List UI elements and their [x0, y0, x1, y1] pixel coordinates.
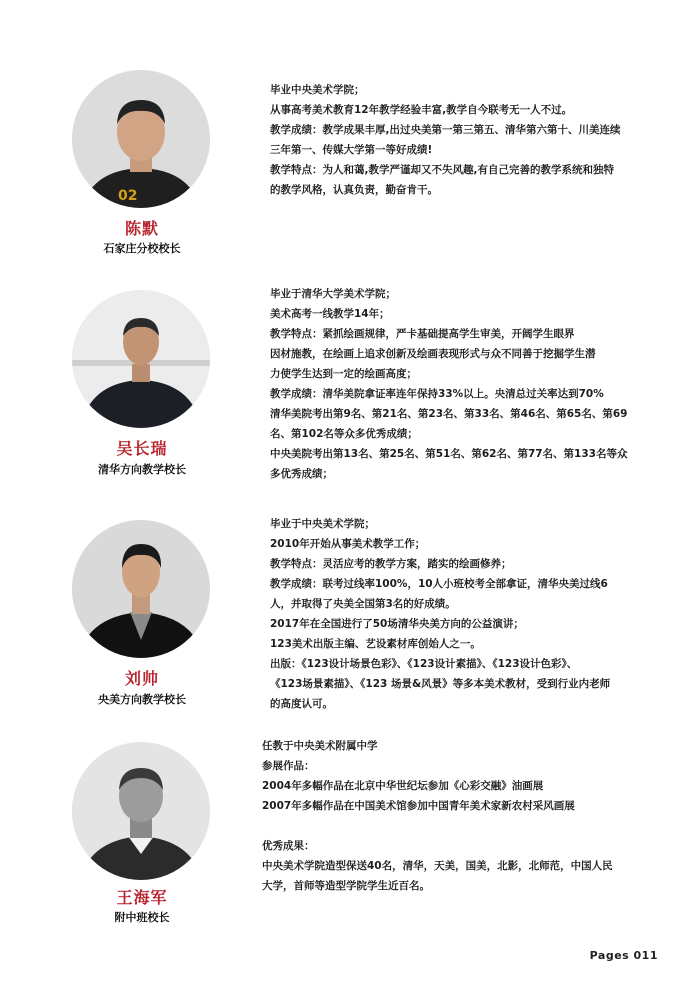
bio-line: 毕业中央美术学院； [270, 84, 365, 96]
teacher-photo [72, 520, 210, 658]
bio-line: 中央美术学院造型保送40名，清华，天美，国美，北影，北师范，中国人民 [262, 860, 613, 872]
teacher-photo [72, 70, 210, 208]
page-number: Pages 011 [589, 949, 658, 962]
teacher-name: 刘帅 [124, 669, 159, 688]
bio-line: 人，并取得了央美全国第3名的好成绩。 [270, 598, 456, 610]
bio-line: 中央美院考出第13名、第25名、第51名、第62名、第77名、第133名等众 [270, 448, 628, 460]
bio-line: 毕业于中央美术学院； [270, 518, 375, 530]
teacher-title: 央美方向教学校长 [98, 693, 186, 706]
bio-line: 教学成绩：教学成果丰厚,出过央美第一第三第五、清华第六第十、川美连续 [270, 124, 621, 136]
portrait-image [72, 70, 210, 208]
teacher-photo [72, 290, 210, 428]
teacher-name: 陈默 [124, 219, 159, 238]
portrait-image [72, 742, 210, 880]
bio-line: 优秀成果： [262, 840, 315, 852]
teacher-bio [262, 736, 613, 896]
bio-line: 教学特点：灵活应考的教学方案，踏实的绘画修养； [270, 558, 512, 570]
bio-line: 的教学风格，认真负责，勤奋肯干。 [270, 184, 438, 196]
teacher-name: 王海军 [116, 888, 168, 907]
bio-line: 教学成绩：清华美院拿证率连年保持33%以上。央清总过关率达到70% [270, 388, 604, 400]
bio-line: 2017年在全国进行了50场清华央美方向的公益演讲； [270, 618, 524, 630]
teacher-bio [270, 284, 627, 484]
bio-line: 2007年多幅作品在中国美术馆参加中国青年美术家新农村采风画展 [262, 800, 575, 812]
bio-line: 毕业于清华大学美术学院； [270, 288, 396, 300]
bio-line: 123美术出版主编、艺设素材库创始人之一。 [270, 638, 481, 650]
teacher-title: 附中班校长 [114, 911, 170, 924]
bio-line: 2010年开始从事美术教学工作； [270, 538, 426, 550]
bio-line: 教学特点：为人和蔼,教学严谨却又不失风趣,有自己完善的教学系统和独特 [270, 164, 614, 176]
teacher-name: 吴长瑞 [116, 439, 168, 458]
bio-line: 《123场景素描》、《123 场景&风景》等多本美术教材，受到行业内老师 [270, 678, 611, 690]
bio-line: 美术高考一线教学14年； [270, 308, 390, 320]
bio-line: 任教于中央美术附属中学 [262, 740, 378, 752]
portrait-image [72, 290, 210, 428]
bio-line: 从事高考美术教育12年教学经验丰富,教学自今联考无一人不过。 [270, 104, 573, 116]
bio-line: 参展作品： [262, 760, 315, 772]
teacher-title: 清华方向教学校长 [98, 463, 186, 476]
teacher-bio [270, 80, 621, 200]
bio-line: 的高度认可。 [270, 698, 333, 710]
bio-line: 2004年多幅作品在北京中华世纪坛参加《心彩交融》油画展 [262, 780, 544, 792]
bio-line: 教学特点：紧抓绘画规律，严卡基础提高学生审美，开阔学生眼界 [270, 328, 575, 340]
bio-line: 名、第102名等众多优秀成绩； [270, 428, 418, 440]
bio-line: 出版：《123设计场景色彩》、《123设计素描》、《123设计色彩》、 [270, 658, 578, 670]
bio-line: 清华美院考出第9名、第21名、第23名、第33名、第46名、第65名、第69 [270, 408, 628, 420]
bio-line: 多优秀成绩； [270, 468, 333, 480]
bio-line: 三年第一、传媒大学第一等好成绩! [270, 144, 433, 156]
teacher-title: 石家庄分校校长 [103, 242, 181, 255]
bio-line: 大学，首师等造型学院学生近百名。 [262, 880, 430, 892]
portrait-image [72, 520, 210, 658]
bio-line: 力使学生达到一定的绘画高度； [270, 368, 417, 380]
svg-text:02: 02 [118, 188, 138, 204]
bio-line: 教学成绩：联考过线率100%，10人小班校考全部拿证，清华央美过线6 [270, 578, 608, 590]
teacher-photo [72, 742, 210, 880]
bio-line: 因材施教，在绘画上追求创新及绘画表现形式与众不同善于挖掘学生潜 [270, 348, 596, 360]
teacher-bio [270, 514, 610, 714]
bio-line [262, 816, 613, 836]
